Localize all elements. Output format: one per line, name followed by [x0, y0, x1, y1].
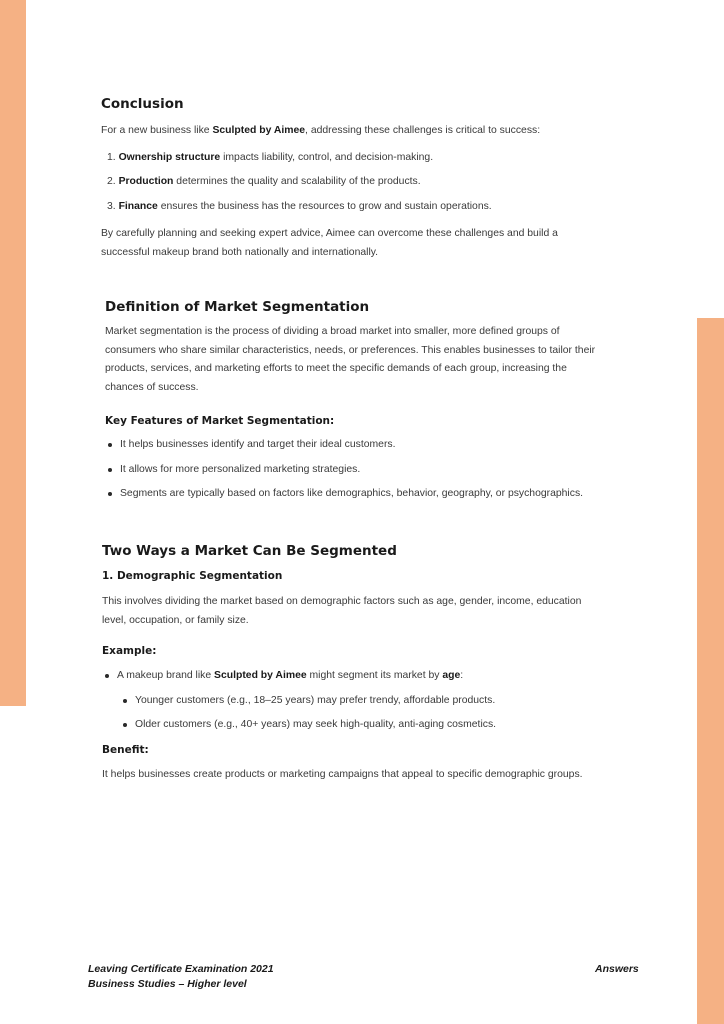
key-features-heading: Key Features of Market Segmentation:	[105, 415, 335, 427]
conclusion-list	[101, 152, 661, 213]
list-item: 2. Production determines the quality and scalability of the products.	[107, 176, 421, 187]
example-list	[102, 670, 662, 682]
left-accent-bar	[0, 0, 26, 706]
right-accent-bar	[697, 318, 724, 1024]
conclusion-heading: Conclusion	[101, 96, 184, 112]
benefit-label: Benefit:	[102, 743, 149, 756]
list-item: 3. Finance ensures the business has the resources to grow and sustain operations.	[107, 200, 492, 212]
example-label: Example:	[102, 645, 157, 657]
footer-answers-label: Answers	[595, 963, 639, 975]
list-item: It allows for more personalized marketing strategies.	[105, 464, 665, 476]
key-features-list	[105, 439, 665, 500]
conclusion-section	[101, 96, 661, 262]
footer-exam-info	[88, 962, 274, 992]
demographic-description: This involves dividing the market based on demographic factors such as age, gender, income, education level, occupation, or family size.	[102, 596, 582, 626]
list-item: Younger customers (e.g., 18–25 years) may prefer trendy, affordable products.	[120, 695, 662, 707]
list-item: 1. Ownership structure impacts liability, control, and decision-making.	[107, 151, 434, 163]
list-item: Older customers (e.g., 40+ years) may seek high-quality, anti-aging cosmetics.	[120, 719, 662, 731]
conclusion-intro: For a new business like Sculpted by Aimee, addressing these challenges is critical to success:	[101, 125, 541, 136]
conclusion-closing: By carefully planning and seeking expert advice, Aimee can overcome these challenges and build a successful makeup brand both nationally and internationally.	[101, 228, 558, 258]
footer-line-subject: Business Studies – Higher level	[88, 978, 247, 990]
demographic-subheading: 1. Demographic Segmentation	[102, 570, 283, 582]
segmentation-ways-section	[102, 543, 662, 784]
footer-line-exam: Leaving Certificate Examination 2021	[88, 963, 274, 975]
definition-paragraph: Market segmentation is the process of dividing a broad market into smaller, more defined groups of consumers who share similar characteristics, needs, or preferences. This enables businesses to tailor their products, services, and marketing efforts to meet the specific demands of each group, increasing the chances of success.	[105, 326, 596, 393]
example-sub-list	[102, 695, 662, 732]
segmentation-ways-heading: Two Ways a Market Can Be Segmented	[102, 543, 397, 559]
definition-heading: Definition of Market Segmentation	[105, 299, 370, 315]
list-item: Segments are typically based on factors like demographics, behavior, geography, or psychographics.	[105, 488, 665, 500]
definition-section	[105, 299, 665, 513]
benefit-text: It helps businesses create products or marketing campaigns that appeal to specific demographic groups.	[102, 768, 583, 780]
list-item: A makeup brand like Sculpted by Aimee might segment its market by age:	[102, 670, 662, 682]
list-item: It helps businesses identify and target their ideal customers.	[105, 439, 665, 451]
